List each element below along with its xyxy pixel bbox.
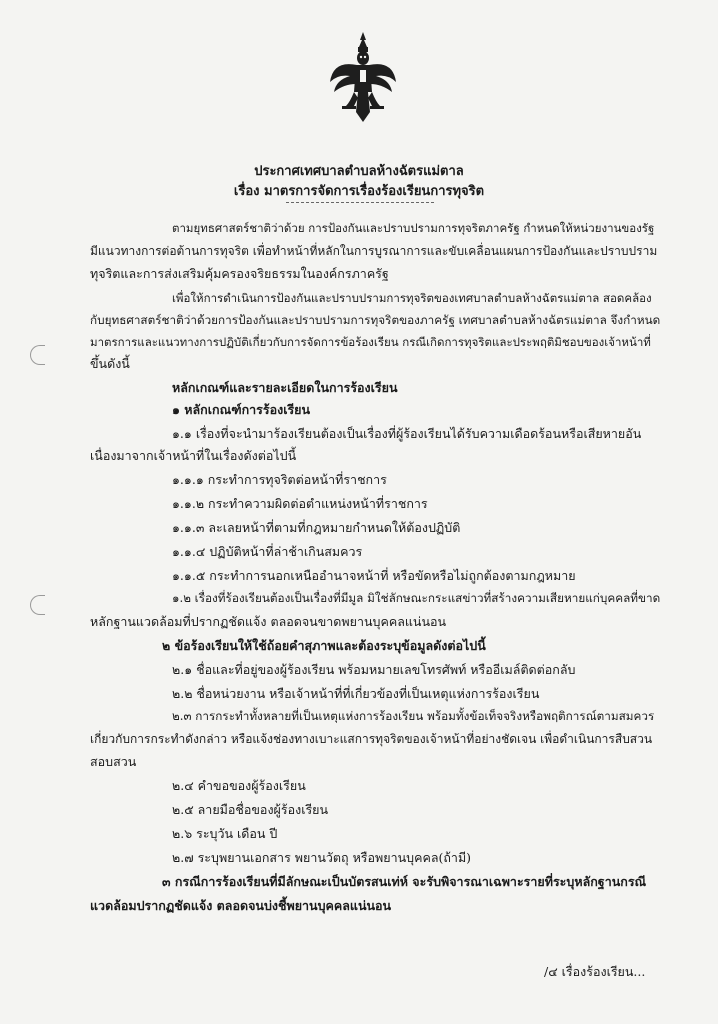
section-3-text: แวดล้อมปรากฏชัดแจ้ง ตลอดจนบ่งชี้พยานบุคคลแน่นอน — [90, 898, 392, 913]
clause-2-item: ๒.๗ ระบุพยานเอกสาร พยานวัตถุ หรือพยานบุคคล(ถ้ามี) — [172, 850, 472, 865]
section-1-heading: ๑ หลักเกณฑ์การร้องเรียน — [172, 402, 311, 417]
clause-2-item: ๒.๑ ชื่อและที่อยู่ของผู้ร้องเรียน พร้อมหมายเลขโทรศัพท์ หรืออีเมล์ติดต่อกลับ — [172, 662, 576, 677]
clause-2-item: ๒.๕ ลายมือชื่อของผู้ร้องเรียน — [172, 802, 329, 817]
announcement-subject: เรื่อง มาตรการจัดการเรื่องร้องเรียนการทุจริต — [233, 184, 485, 199]
continuation-note: /๔ เรื่องร้องเรียน... — [544, 964, 646, 979]
clause-2-3: สอบสวน — [90, 754, 137, 769]
clause-1-1: เนื่องมาจากเจ้าหน้าที่ในเรื่องดังต่อไปนี้ — [90, 448, 297, 463]
garuda-emblem-icon — [328, 30, 398, 125]
clause-2-item: ๒.๔ คำขอของผู้ร้องเรียน — [172, 778, 306, 793]
clause-1-2: ๑.๒ เรื่องที่ร้องเรียนต้องเป็นเรื่องที่มีมูล มิใช่ลักษณะกระแสข่าวที่สร้างความเสียหายแก่บุคคลที่ขาด — [172, 591, 661, 605]
clause-2-item: ๒.๖ ระบุวัน เดือน ปี — [172, 826, 278, 841]
clause-1-1-item: ๑.๑.๔ ปฏิบัติหน้าที่ล่าช้าเกินสมควร — [172, 544, 363, 559]
clause-1-1-item: ๑.๑.๕ กระทำการนอกเหนืออำนาจหน้าที่ หรือขัดหรือไม่ถูกต้องตามกฎหมาย — [172, 568, 576, 583]
intro-line: ตามยุทธศาสตร์ชาติว่าด้วย การป้องกันและปราบปรามการทุจริตภาครัฐ กำหนดให้หน่วยงานของรัฐ — [172, 221, 655, 235]
purpose-line: ขึ้นดังนี้ — [90, 356, 130, 371]
punch-hole-mark — [30, 345, 45, 365]
clause-1-1: ๑.๑ เรื่องที่จะนำมาร้องเรียนต้องเป็นเรื่องที่ผู้ร้องเรียนได้รับความเดือดร้อนหรือเสียหายอัน — [172, 426, 642, 441]
clause-1-1-item: ๑.๑.๒ กระทำความผิดต่อตำแหน่งหน้าที่ราชการ — [172, 496, 428, 511]
section-2-heading: ๒ ข้อร้องเรียนให้ใช้ถ้อยคำสุภาพและต้องระบุข้อมูลดังต่อไปนี้ — [162, 638, 486, 653]
punch-hole-mark — [30, 595, 45, 615]
purpose-line: เพื่อให้การดำเนินการป้องกันและปราบปรามการทุจริตของเทศบาลตำบลห้างฉัตรแม่ตาล สอดคล้อง — [172, 291, 652, 305]
purpose-line: มาตรการและแนวทางการปฏิบัติเกี่ยวกับการจัดการข้อร้องเรียน กรณีเกิดการทุจริตและประพฤติมิชอบของเจ้าหน้าที่ — [90, 335, 651, 349]
clause-1-1-item: ๑.๑.๓ ละเลยหน้าที่ตามที่กฎหมายกำหนดให้ต้องปฏิบัติ — [172, 520, 461, 535]
clause-2-3: เกี่ยวกับการกระทำดังกล่าว หรือแจ้งช่องทางเบาะแสการทุจริตของเจ้าหน้าที่อย่างชัดเจน เพื่อดำเนินการสืบสวน — [90, 732, 653, 746]
clause-2-item: ๒.๒ ชื่อหน่วยงาน หรือเจ้าหน้าที่ที่เกี่ยวข้องที่เป็นเหตุแห่งการร้องเรียน — [172, 686, 540, 701]
criteria-heading: หลักเกณฑ์และรายละเอียดในการร้องเรียน — [172, 380, 398, 395]
purpose-line: กับยุทธศาสตร์ชาติว่าด้วยการป้องกันและปราบปรามการทุจริตของภาครัฐ เทศบาลตำบลห้างฉัตรแม่ตาล จึงกำหนด — [90, 313, 661, 327]
clause-1-1-item: ๑.๑.๑ กระทำการทุจริตต่อหน้าที่ราชการ — [172, 472, 387, 487]
announcement-title: ประกาศเทศบาลตำบลห้างฉัตรแม่ตาล — [254, 164, 464, 179]
intro-line: ทุจริตและการส่งเสริมคุ้มครองจริยธรรมในองค์กรภาครัฐ — [90, 266, 389, 281]
clause-1-2: หลักฐานแวดล้อมที่ปรากฏชัดแจ้ง ตลอดจนขาดพยานบุคคลแน่นอน — [90, 614, 447, 629]
intro-line: มีแนวทางการต่อต้านการทุจริต เพื่อทำหน้าที่หลักในการบูรณาการและขับเคลื่อนแผนการป้องกันและปราบปราม — [90, 244, 658, 258]
section-3-heading: ๓ กรณีการร้องเรียนที่มีลักษณะเป็นบัตรสนเท่ห์ จะรับพิจารณาเฉพาะรายที่ระบุหลักฐานกรณี — [162, 874, 647, 889]
clause-2-3: ๒.๓ การกระทำทั้งหลายที่เป็นเหตุแห่งการร้องเรียน พร้อมทั้งข้อเท็จจริงหรือพฤติการณ์ตามสมควร — [172, 709, 655, 723]
title-divider — [286, 202, 434, 203]
